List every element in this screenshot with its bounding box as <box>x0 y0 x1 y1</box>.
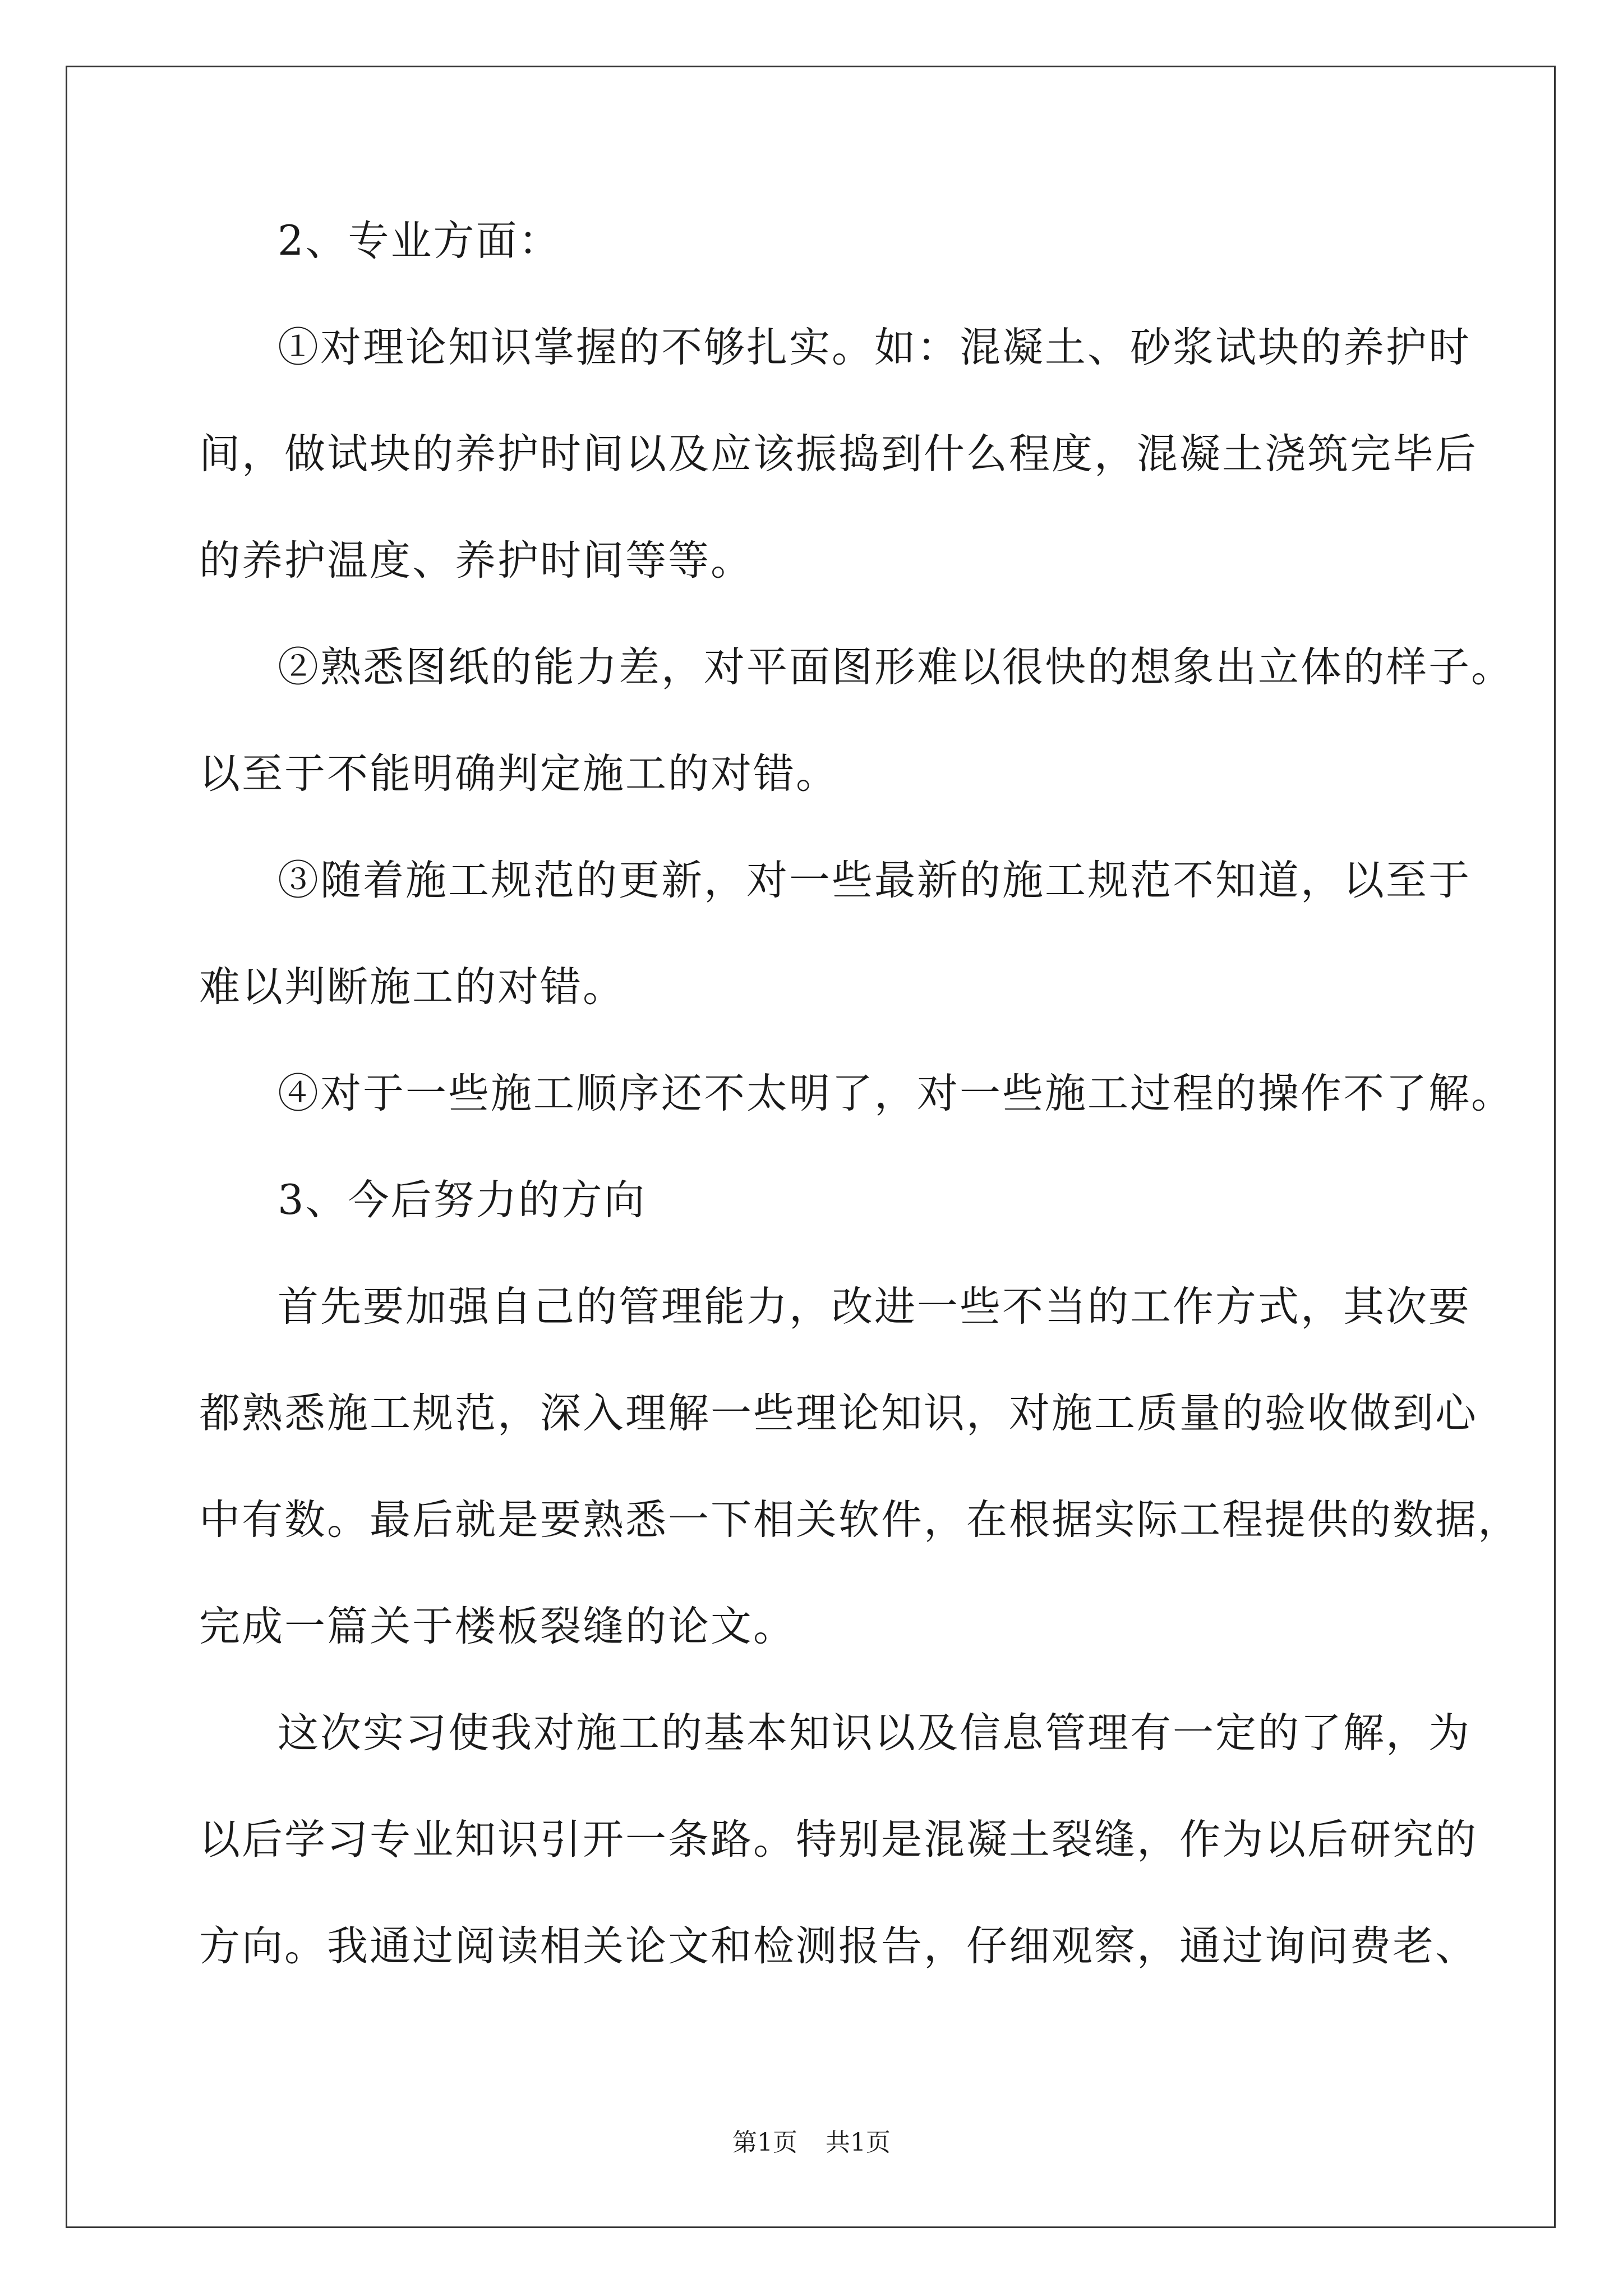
paragraph-line: 首先要加强自己的管理能力，改进一些不当的工作方式，其次要 <box>278 1283 1471 1331</box>
paragraph-line: 都熟悉施工规范，深入理解一些理论知识，对施工质量的验收做到心 <box>199 1389 1478 1437</box>
paragraph-line: 的养护温度、养护时间等等。 <box>199 537 753 585</box>
page-number: 第1页 <box>732 2128 797 2157</box>
paragraph-line: 以后学习专业知识引开一条路。特别是混凝土裂缝，作为以后研究的 <box>199 1816 1478 1864</box>
paragraph-line: 这次实习使我对施工的基本知识以及信息管理有一定的了解，为 <box>278 1709 1471 1757</box>
paragraph-line: ②熟悉图纸的能力差，对平面图形难以很快的想象出立体的样子。 <box>278 643 1514 691</box>
section-heading-2: 2、专业方面： <box>278 217 561 265</box>
paragraph-line: 难以判断施工的对错。 <box>199 963 625 1011</box>
paragraph-line: 完成一篇关于楼板裂缝的论文。 <box>199 1603 796 1650</box>
paragraph-line: 以至于不能明确判定施工的对错。 <box>199 750 838 798</box>
page-border <box>66 66 1556 2228</box>
paragraph-line: 间，做试块的养护时间以及应该振捣到什么程度，混凝土浇筑完毕后 <box>199 430 1478 478</box>
section-heading-3: 3、今后努力的方向 <box>278 1176 647 1224</box>
paragraph-line: ④对于一些施工顺序还不太明了，对一些施工过程的操作不了解。 <box>278 1070 1514 1117</box>
paragraph-line: 中有数。最后就是要熟悉一下相关软件，在根据实际工程提供的数据， <box>199 1496 1520 1544</box>
page-total: 共1页 <box>826 2128 891 2157</box>
paragraph-line: ①对理论知识掌握的不够扎实。如：混凝土、砂浆试块的养护时 <box>278 324 1471 371</box>
paragraph-line: 方向。我通过阅读相关论文和检测报告，仔细观察，通过询问费老、 <box>199 1922 1478 1970</box>
page-footer <box>0 2126 1623 2160</box>
paragraph-line: ③随着施工规范的更新，对一些最新的施工规范不知道，以至于 <box>278 857 1471 904</box>
